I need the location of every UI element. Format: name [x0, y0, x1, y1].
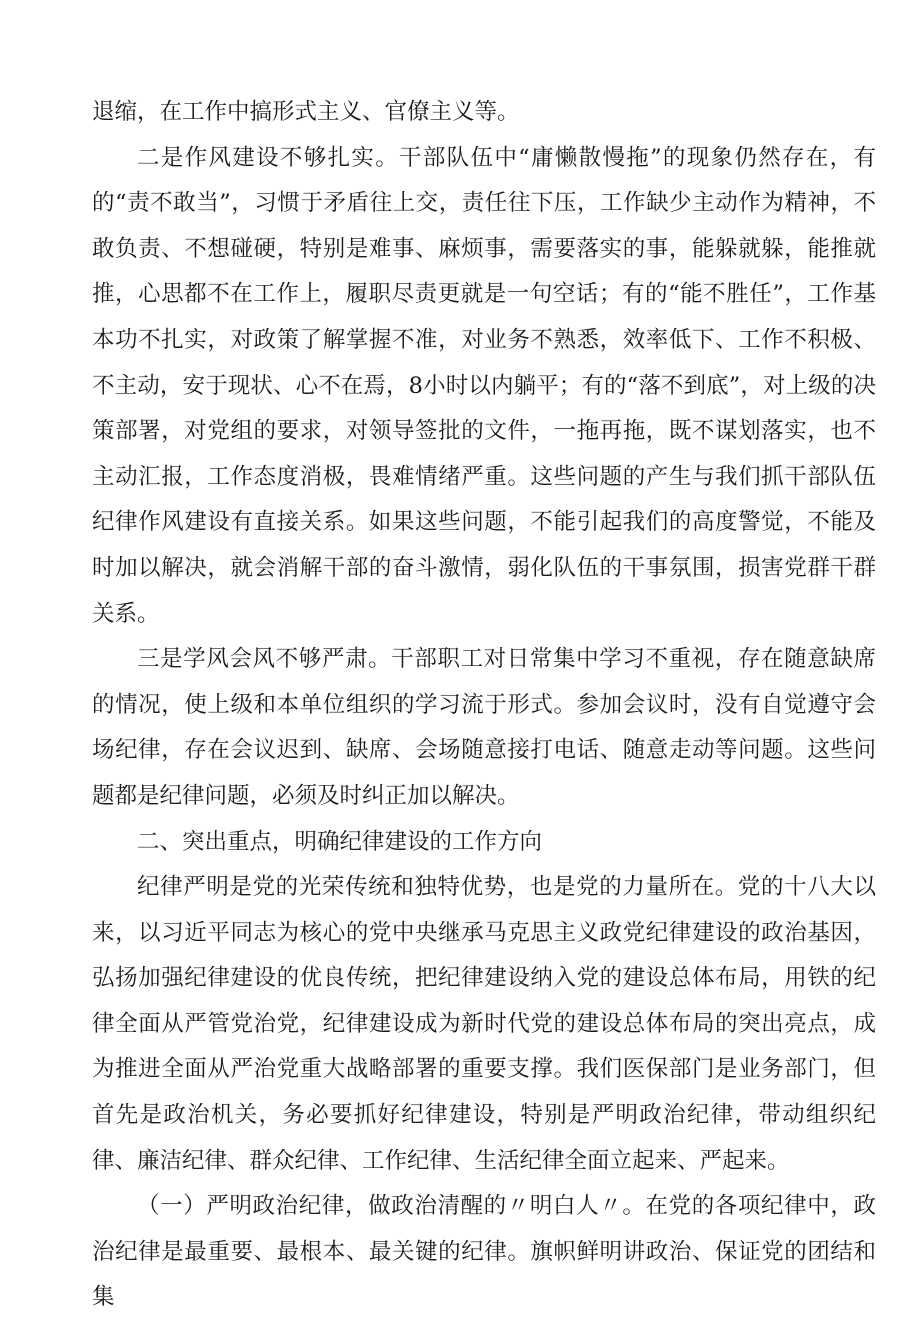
paragraph-work-style: 二是作风建设不够扎实。干部队伍中“庸懒散慢拖”的现象仍然存在，有的“责不敢当”，习惯于矛盾往上交，责任往下压，工作缺少主动作为精神，不敢负责、不想碰硬，特别是难事、麻烦事，需要落实的事，能躲就躲，能推就推，心思都不在工作上，履职尽责更就是一句空话；有的“能不胜任”，工作基本功不扎实，对政策了解掌握不准，对业务不熟悉，效率低下、工作不积极、不主动，安于现状、心不在焉，8小时以内躺平；有的“落不到底”，对上级的决策部署，对党组的要求，对领导签批的文件，一拖再拖，既不谋划落实，也不主动汇报，工作态度消极，畏难情绪严重。这些问题的产生与我们抓干部队伍纪律作风建设有直接关系。如果这些问题，不能引起我们的高度警觉，不能及时加以解决，就会消解干部的奋斗激情，弱化队伍的干事氛围，损害党群干群关系。 [92, 144, 876, 627]
paragraph-continuation: 退缩，在工作中搞形式主义、官僚主义等。 [92, 99, 520, 125]
document-body [92, 90, 876, 1321]
section-heading-2: 二、突出重点，明确纪律建设的工作方向 [137, 828, 543, 855]
paragraph-study-meeting-style: 三是学风会风不够严肃。干部职工对日常集中学习不重视，存在随意缺席的情况，使上级和本单位组织的学习流于形式。参加会议时，没有自觉遵守会场纪律，存在会议迟到、缺席、会场随意接打电话、随意走动等问题。这些问题都是纪律问题，必须及时纠正加以解决。 [92, 646, 876, 809]
paragraph-discipline-tradition: 纪律严明是党的光荣传统和独特优势，也是党的力量所在。党的十八大以来，以习近平同志为核心的党中央继承马克思主义政党纪律建设的政治基因，弘扬加强纪律建设的优良传统，把纪律建设纳入党的建设总体布局，用铁的纪律全面从严管党治党，纪律建设成为新时代党的建设总体布局的突出亮点，成为推进全面从严治党重大战略部署的重要支撑。我们医保部门是业务部门，但首先是政治机关，务必要抓好纪律建设，特别是严明政治纪律，带动组织纪律、廉洁纪律、群众纪律、工作纪律、生活纪律全面立起来、严起来。 [92, 874, 876, 1174]
paragraph-political-discipline: （一）严明政治纪律，做政治清醒的〃明白人〃。在党的各项纪律中，政治纪律是最重要、最根本、最关键的纪律。旗帜鲜明讲政治、保证党的团结和集 [92, 1193, 876, 1311]
